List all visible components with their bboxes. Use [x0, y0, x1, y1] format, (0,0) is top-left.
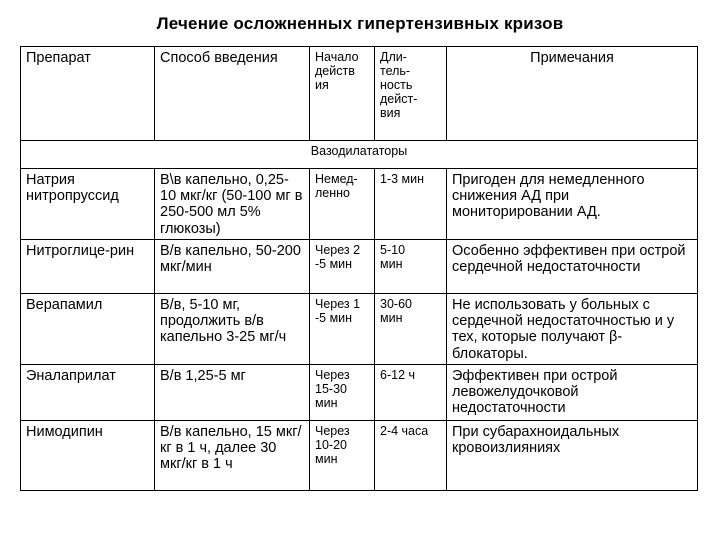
header-notes: Примечания: [447, 47, 698, 141]
route-cell: В/в 1,25-5 мг: [155, 364, 310, 420]
drug-cell: Нитроглице-рин: [21, 239, 155, 293]
table-row: [21, 420, 698, 490]
notes-cell: Эффективен при острой левожелудочковой недостаточности: [447, 364, 698, 420]
duration-cell: 30-60 мин: [375, 293, 447, 364]
route-cell: В/в капельно, 15 мкг/ кг в 1 ч, далее 30 мкг/кг в 1 ч: [155, 420, 310, 490]
onset-cell: Через 10-20 мин: [310, 420, 375, 490]
header-route: Способ введения: [155, 47, 310, 141]
notes-cell: При субарахноидальных кровоизлияниях: [447, 420, 698, 490]
duration-cell: 5-10 мин: [375, 239, 447, 293]
onset-cell: Немед- ленно: [310, 169, 375, 240]
section-label: Вазодилататоры: [21, 141, 698, 169]
treatment-table: [20, 46, 698, 491]
duration-cell: 2-4 часа: [375, 420, 447, 490]
duration-cell: 6-12 ч: [375, 364, 447, 420]
notes-cell: Не использовать у больных с сердечной недостаточностью и у тех, которые получают β-блокаторы.: [447, 293, 698, 364]
document-title: Лечение осложненных гипертензивных кризов: [156, 14, 564, 33]
header-row: [21, 47, 698, 141]
drug-cell: Нимодипин: [21, 420, 155, 490]
onset-cell: Через 2 -5 мин: [310, 239, 375, 293]
drug-cell: Верапамил: [21, 293, 155, 364]
onset-cell: Через 15-30 мин: [310, 364, 375, 420]
section-row: [21, 141, 698, 169]
notes-cell: Особенно эффективен при острой сердечной недостаточности: [447, 239, 698, 293]
route-cell: В/в капельно, 50-200 мкг/мин: [155, 239, 310, 293]
header-onset: Начало действ ия: [310, 47, 375, 141]
header-duration: Дли- тель- ность дейст- вия: [375, 47, 447, 141]
header-drug: Препарат: [21, 47, 155, 141]
table-row: [21, 239, 698, 293]
duration-cell: 1-3 мин: [375, 169, 447, 240]
route-cell: В/в, 5-10 мг, продолжить в/в капельно 3-25 мг/ч: [155, 293, 310, 364]
table-row: [21, 293, 698, 364]
route-cell: В\в капельно, 0,25-10 мкг/кг (50-100 мг в 250-500 мл 5% глюкозы): [155, 169, 310, 240]
table-row: [21, 169, 698, 240]
drug-cell: Эналаприлат: [21, 364, 155, 420]
notes-cell: Пригоден для немедленного снижения АД при мониторировании АД.: [447, 169, 698, 240]
drug-cell: Натрия нитропруссид: [21, 169, 155, 240]
table-row: [21, 364, 698, 420]
onset-cell: Через 1 -5 мин: [310, 293, 375, 364]
